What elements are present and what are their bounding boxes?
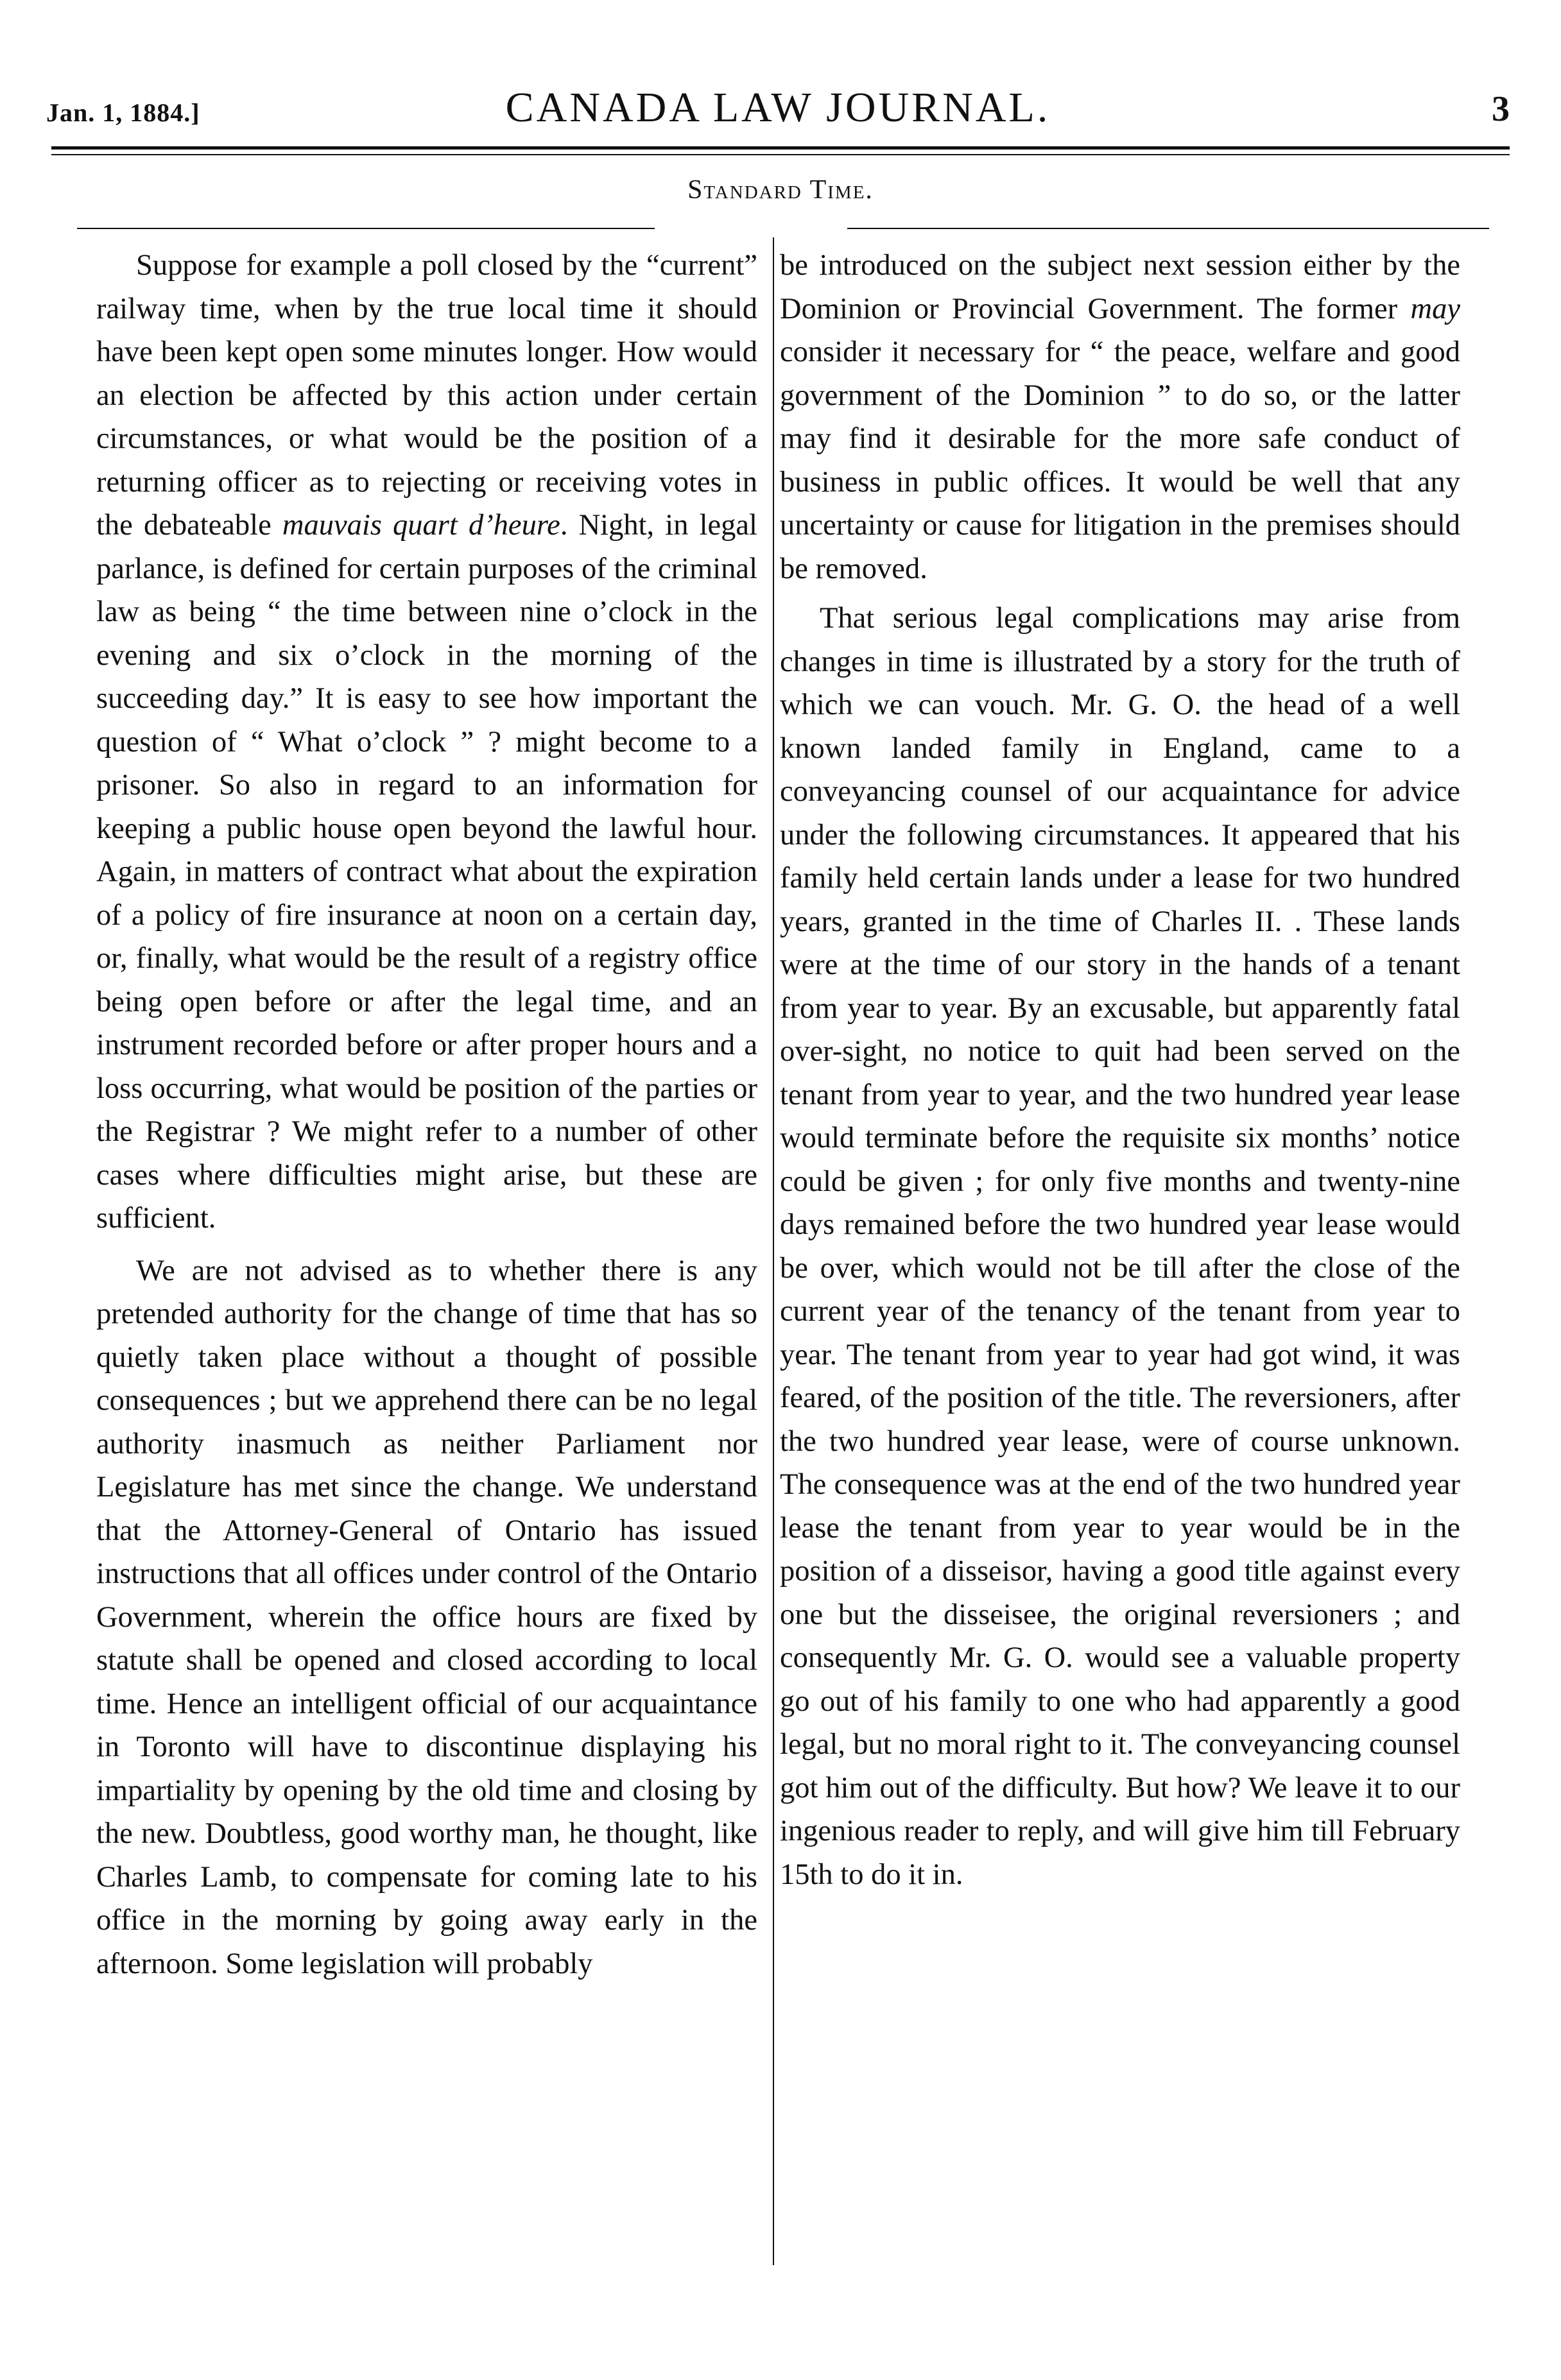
page-number: 3: [1492, 89, 1510, 129]
right-paragraph-1-italic: may: [1410, 292, 1460, 325]
section-rule-left: [77, 228, 655, 229]
section-title: Standard Time.: [687, 175, 874, 205]
section-rule-right: [847, 228, 1489, 229]
left-paragraph-1: [96, 244, 757, 1240]
issue-date: Jan. 1, 1884.]: [46, 98, 200, 127]
header-rule-thick: [51, 146, 1510, 150]
left-paragraph-2: We are not advised as to whether there is any pretended authority for the change of time that has so quietly taken place without a thought of possible consequences ; but we apprehend there can be no legal authority inasmuch as neither Parliament nor Legislature has met since the change. We understand that the Attorney-General of Ontario has issued instructions that all offices under control of the Ontario Government, wherein the office hours are fixed by statute shall be opened and closed according to local time. Hence an intelligent official of our acquaintance in Toronto will have to discontinue displaying his impartiality by opening by the old time and closing by the new. Doubtless, good worthy man, he thought, like Charles Lamb, to compensate for coming late to his office in the morning by going away early in the afternoon. Some legislation will probably: [96, 1254, 757, 1980]
right-paragraph-1: [780, 244, 1460, 590]
header-rule-thin: [51, 154, 1510, 155]
left-paragraph-1-text-a: Suppose for example a poll closed by the “current” railway time, when by the true local time it should have been kept open some minutes longer. How would an election be affected by this action under certain circumstances, or what would be the position of a returning officer as to rejecting or receiving votes in the debateable: [96, 249, 757, 542]
right-paragraph-1-text-b: consider it necessary for “ the peace, welfare and good government of the Dominion ” to do so, or the latter may find it desirable for the more safe conduct of business in public offices. It would be well that any uncertainty or cause for litigation in the premises should be removed.: [780, 336, 1460, 585]
left-column: [96, 244, 757, 1985]
left-paragraph-1-text-b: . Night, in legal parlance, is defined for certain purposes of the criminal law as being “ the time between nine o’clock in the evening and six o’clock in the morning of the succeeding day.” It is easy to see how important the question of “ What o’clock ” ? might become to a prisoner. So also in regard to an information for keeping a public house open beyond the lawful hour. Again, in matters of contract what about the expiration of a policy of fire insurance at noon on a certain day, or, finally, what would be the result of a registry office being open before or after the legal time, and an instrument recorded before or after proper hours and a loss occurring, what would be position of the parties or the Registrar ? We might refer to a number of other cases where difficulties might arise, but these are sufficient.: [96, 509, 757, 1235]
right-column: [780, 244, 1460, 1896]
column-divider: [773, 237, 774, 2265]
journal-title: CANADA LAW JOURNAL.: [505, 84, 1051, 131]
running-head: [46, 83, 1510, 135]
right-paragraph-1-text-a: be introduced on the subject next session either by the Dominion or Provincial Government. The former: [780, 249, 1460, 325]
right-paragraph-2: That serious legal complications may arise from changes in time is illustrated by a story for the truth of which we can vouch. Mr. G. O. the head of a well known landed family in England, came to a conveyancing counsel of our acquaintance for advice under the following circumstances. It appeared that his family held certain lands under a lease for two hundred years, granted in the time of Charles II. . These lands were at the time of our story in the hands of a tenant from year to year. By an excusable, but apparently fatal over-sight, no notice to quit had been served on the tenant from year to year, and the two hundred year lease would terminate before the requisite six months’ notice could be given ; for only five months and twenty-nine days remained before the two hundred year lease would be over, which would not be till after the close of the current year of the tenancy of the tenant from year to year. The tenant from year to year had got wind, it was feared, of the position of the title. The reversioners, after the two hundred year lease, were of course unknown. The consequence was at the end of the two hundred year lease the tenant from year to year would be in the position of a disseisor, having a good title against every one but the disseisee, the original reversioners ; and consequently Mr. G. O. would see a valuable property go out of his family to one who had apparently a good legal, but no moral right to it. The conveyancing counsel got him out of the difficulty. But how? We leave it to our ingenious reader to reply, and will give him till February 15th to do it in.: [780, 602, 1460, 1891]
left-paragraph-1-italic: mauvais quart d’heure: [282, 509, 560, 542]
